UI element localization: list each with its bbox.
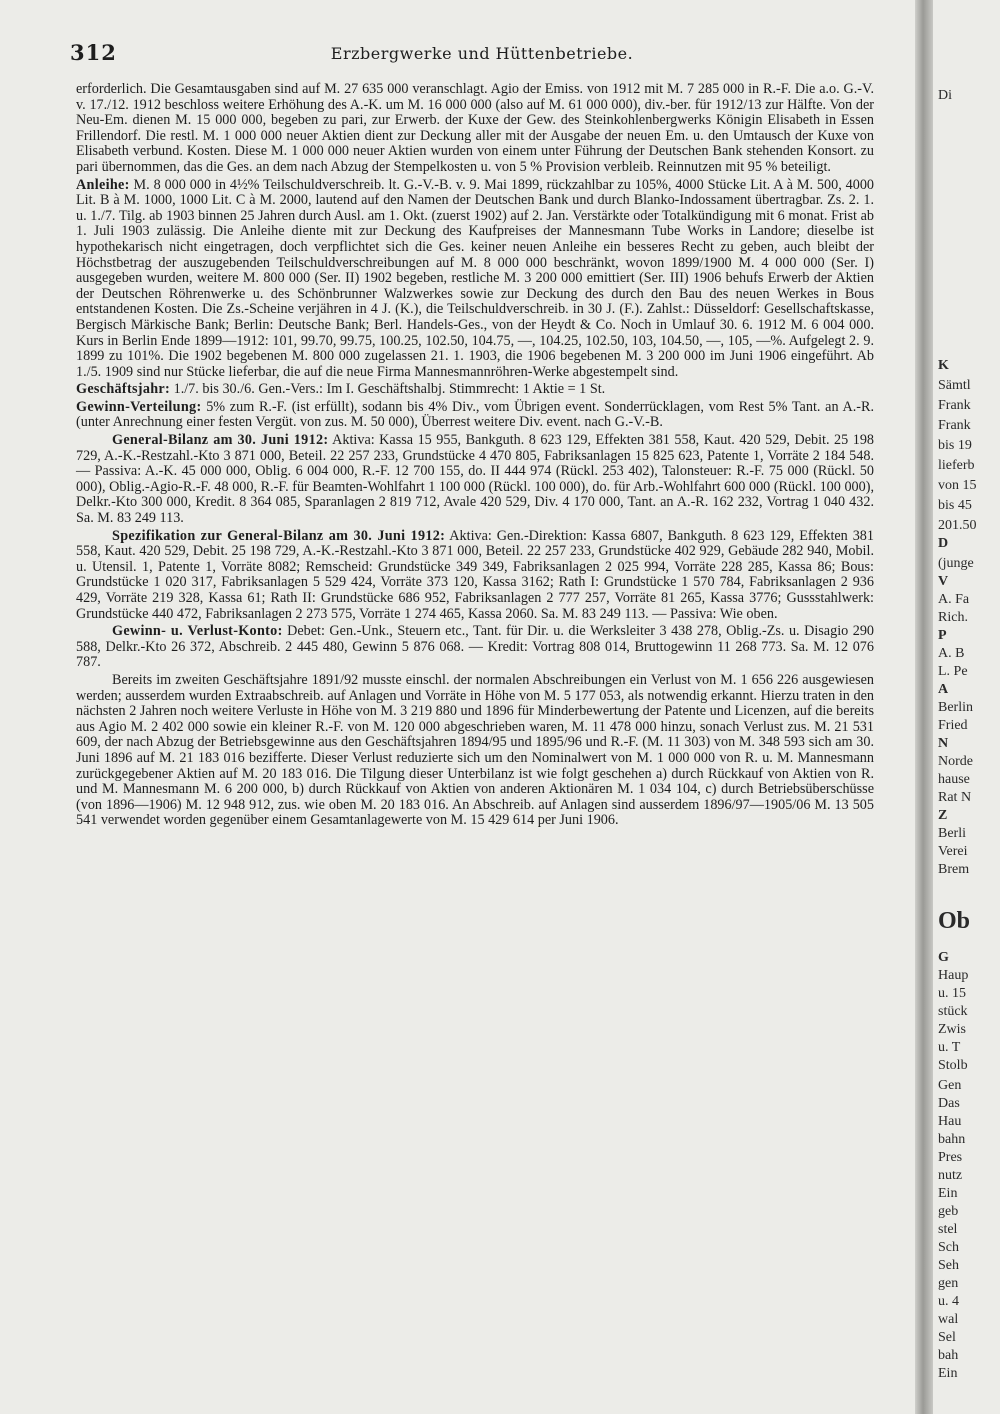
paragraph-text: erforderlich. Die Gesamtausgaben sind auf M. 27 635 000 veranschlagt. Agio der Emiss. von 1912 mit M. 7 285 000 in R.-F. Die a.o. G.-V. v. 17./12. 1912 beschloss weitere Erhöhung des A.-K. um M. 16 000 000 (also auf M. 61 000 000), div.-ber. für 1912/13 zur Hälfte. Von der Neu-Em. dienen M. 15 000 000, begeben zu pari, zur Erwerb. der Kuxe der Gew. des Steinkohlenbergwerks Königin Elisabeth in Essen Frillendorf. Die restl. M. 1 000 000 neuer Aktien dient zur Deckung aller mit der Ausgabe der neuen Em. u. den Umtausch der Kuxe von Elisabeth verbund. Kosten. Diese M. 1 000 000 neuer Aktien wurden von einem unter Führung der Deutschen Bank stehenden Konsort. zu pari übernommen, das die Ges. an dem nach Abzug der Stempelkosten u. von 5 % Provision verbleib. Reinnutzen mit 95 % beteiligt.	[76, 81, 874, 175]
adjacent-page-text: Rat N	[938, 790, 972, 805]
left-page	[62, 40, 902, 1410]
adjacent-page-text: Brem	[938, 862, 970, 877]
paragraph-text: Debet: Gen.-Unk., Steuern etc., Tant. für Dir. u. die Werksleiter 3 438 278, Oblig.-Zs. u. Disagio 290 588, Delkr.-Kto 26 372, Abschreib. 2 445 480, Gewinn 5 876 068. — Kredit: Vortrag 808 014, Bruttogewinn 11 268 773. Sa. M. 12 076 787.	[76, 623, 875, 671]
section-label: Spezifikation zur General-Bilanz am 30. Juni 1912:	[112, 527, 446, 544]
adjacent-page-text: Ein	[938, 1366, 958, 1381]
paragraph-text: M. 8 000 000 in 4½% Teilschuldverschreib. lt. G.-V.-B. v. 9. Mai 1899, rückzahlbar zu 105%, 4000 Stücke Lit. A à M. 500, 4000 Lit. B à M. 1000, 1000 Lit. C à M. 2000, lautend auf den Namen der Deutschen Bank und durch Blanko-Indossament übertragbar. Zs. 2. 1. u. 1./7. Tilg. ab 1903 binnen 25 Jahren durch Ausl. am 1. Okt. (zuerst 1902) auf 2. Jan. Verstärkte oder Totalkündigung mit 6 monat. Frist ab 1. Juli 1903 zulässig. Die Anleihe diente mit zur Deckung des Kaufpreises der Mannesmann Tube Works in Landore; dieselbe ist hypothekarisch nicht eingetragen, doch verpflichtet sich die Ges. keiner neuen Anleihe ein besseres Recht zu geben, auch bleibt der Höchstbetrag der auszugebenden Teilschuldverschreibungen auf M. 8 000 000 beschränkt, wovon 1899/1900 M. 4 000 000 (Ser. I) ausgegeben wurden, weitere M. 800 000 (Ser. II) 1902 begeben, restliche M. 3 200 000 emittiert (Ser. III) 1906 behufs Erwerb der Aktien der Deutschen Röhrenwerke u. des Schönbrunner Walzwerkes sowie zur Deckung des durch den Bau des neuen Werkes in Bous entstandenen Kosten. Die Zs.-Scheine verjähren in 4 J. (K.), die Teilschuldverschreib. in 30 J. (F.). Zahlst.: Düsseldorf: Gesellschaftskasse, Bergisch Märkische Bank; Berlin: Deutsche Bank; Berl. Handels-Ges., von der Heydt & Co. Noch in Umlauf 30. 6. 1912 M. 6 004 000. Kurs in Berlin Ende 1899—1912: 101, 99.70, 99.75, 100.25, 102.50, 104.75, —, 104.25, 102.50, 103, 104.50, —, 105, —%. Aufgelegt 2. 9. 1899 zu 101%. Die 1902 begebenen M. 800 000 zugelassen 21. 1. 1903, die 1906 begebenen M. 3 200 000 im Juni 1906 eingeführt. Ab 1./5. 1909 sind nur Stücke lieferbar, die auf die neue Firma Mannesmannröhren-Werke abgestempelt sind.	[76, 176, 875, 380]
paragraph-balance-sheet	[76, 433, 874, 527]
adjacent-page-text: Verei	[938, 844, 968, 859]
adjacent-page-text: bahn	[938, 1132, 966, 1147]
adjacent-page-text: Frank	[938, 398, 971, 413]
adjacent-page-text: Berli	[938, 826, 966, 841]
adjacent-page-text: nutz	[938, 1168, 963, 1183]
adjacent-page-text: Z	[938, 808, 948, 823]
adjacent-page-text: D	[938, 536, 949, 551]
adjacent-page-text: Fried	[938, 718, 968, 733]
adjacent-page-text: Pres	[938, 1150, 963, 1165]
adjacent-page-text: 201.50	[938, 518, 977, 533]
adjacent-page-text: Das	[938, 1096, 960, 1111]
section-label: Gewinn- u. Verlust-Konto:	[112, 623, 283, 640]
paragraph-profit-loss	[76, 624, 874, 671]
adjacent-page-text: Haup	[938, 968, 969, 983]
book-gutter	[915, 0, 933, 1414]
paragraph-text: Aktiva: Gen.-Direktion: Kassa 6807, Bankguth. 8 623 129, Effekten 381 558, Kaut. 420 529, Debit. 25 198 729, A.-K.-Restzahl.-Kto 3 871 000, Beteil. 22 257 233, Grundstücke 402 929, Gebäude 282 940, Mobil. u. Utensil. 1, Patente 1, Vorräte 8082; Remscheid: Grundstücke 349 349, Fabriksanlagen 2 025 994, Vorräte 228 285, Kassa 86; Bous: Grundstücke 1 020 317, Fabriksanlagen 5 529 424, Vorräte 373 120, Kassa 3162; Rath I: Grundstücke 1 570 784, Fabriksanlagen 2 936 429, Vorräte 219 328, Kassa 61; Rath II: Grundstücke 686 952, Fabriksanlagen 2 777 257, Vorräte 81 265, Kassa 3776; Gussstahlwerk: Grundstücke 440 472, Fabriksanlagen 2 273 575, Vorräte 1 274 465, Kassa 2060. Sa. M. 83 249 113. — Passiva: Wie oben.	[76, 527, 874, 622]
adjacent-page-text: gen	[938, 1276, 959, 1291]
adjacent-page-text: Zwis	[938, 1022, 966, 1037]
adjacent-page-text: A. Fa	[938, 592, 970, 607]
adjacent-page-text: Hau	[938, 1114, 962, 1129]
paragraph-text: 1./7. bis 30./6. Gen.-Vers.: Im I. Geschäftshalbj. Stimmrecht: 1 Aktie = 1 St.	[173, 381, 606, 398]
article-body	[62, 82, 902, 829]
adjacent-page-text: Di	[938, 88, 952, 103]
adjacent-page-text: V	[938, 574, 949, 589]
adjacent-page-text: Rich.	[938, 610, 968, 625]
running-title: Erzbergwerke und Hüttenbetriebe.	[330, 44, 634, 63]
adjacent-page-text: L. Pe	[938, 664, 968, 679]
adjacent-page-text: u. T	[938, 1040, 961, 1055]
section-label: Anleihe:	[76, 176, 130, 193]
adjacent-page-text: geb	[938, 1204, 959, 1219]
adjacent-page-text: Sämtl	[938, 378, 971, 393]
paragraph-losses-history	[76, 673, 874, 829]
adjacent-page-text: Ob	[938, 908, 971, 934]
adjacent-page-text: Gen	[938, 1078, 962, 1093]
adjacent-page-text: Frank	[938, 418, 971, 433]
adjacent-page-text: K	[938, 358, 949, 373]
adjacent-page-text: G	[938, 950, 949, 965]
section-label: Geschäftsjahr:	[76, 381, 171, 398]
adjacent-page-text: bis 19	[938, 438, 972, 453]
adjacent-page-text: hause	[938, 772, 970, 787]
adjacent-page-text: u. 15	[938, 986, 966, 1001]
paragraph-profit-distribution	[76, 400, 874, 431]
paragraph-text: Bereits im zweiten Geschäftsjahre 1891/92 musste einschl. der normalen Abschreibungen ein Verlust von M. 1 656 226 ausgewiesen werden; ausserdem wurden Extraabschreib. auf Anlagen und Vorräte in Höhe von M. 5 177 053, als notwendig erkannt. Hierzu traten in den nächsten 2 Jahren noch weitere Verluste in Höhe von M. 3 219 880 und 1896 für Minderbewertung der Patente und Licenzen, auf die bereits aus Agio M. 2 402 000 sowie ein kleiner R.-F. von M. 120 000 abgeschrieben waren, M. 11 478 000 hinzu, sonach Verlust zus. M. 21 531 609, der nach Abzug der Betriebsgewinne aus den Geschäftsjahren 1894/95 und 1895/96 und R.-F. (M. 11 303) von M. 348 593 sich am 30. Juni 1896 auf M. 21 183 016 bezifferte. Dieser Verlust reduzierte sich um den Nominalwert von M. 1 000 000 von R. u. M. Mannesmann zurückgegebener Aktien auf M. 20 183 016. Die Tilgung dieser Unterbilanz ist wie folgt geschehen a) durch Rückkauf von Aktien von R. und M. Mannesmann M. 6 200 000, b) durch Rückkauf von Aktien von anderen Aktionären M. 1 034 104, c) durch Betriebsüberschüsse (von 1896—1906) M. 12 948 912, zus. wie oben M. 20 183 016. An Abschreib. auf Anlagen sind ausserdem 1896/97—1905/06 M. 13 505 541 verwendet worden gegenüber einem Gesamtanlagewerte von M. 15 429 614 per Juni 1906.	[76, 671, 874, 829]
adjacent-page-text: Ein	[938, 1186, 958, 1201]
paragraph-text: Aktiva: Kassa 15 955, Bankguth. 8 623 129, Effekten 381 558, Kaut. 420 529, Debit. 25 198 729, A.-K.-Restzahl.-Kto 3 871 000, Beteil. 22 257 233, Grundstücke 4 470 805, Fabriksanlagen 15 825 623, Patente 1, Vorräte 2 184 548. — Passiva: A.-K. 45 000 000, Oblig. 6 004 000, R.-F. 12 700 155, do. II 444 974 (Rückl. 253 402), Talonsteuer: R.-F. 75 000 (Rückl. 50 000), Oblig.-Agio-R.-F. 48 000, R.-F. für Beamten-Wohlfahrt 1 100 000 (Rückl. 100 000), do. für Arb.-Wohlfahrt 600 000 (Rückl. 100 000), Delkr.-Kto 300 000, Kredit. 8 364 085, Sparanlagen 2 819 712, Avale 420 529, Div. 4 170 000, Tant. an A.-R. 162 232, Vortrag 1 040 432. Sa. M. 83 249 113.	[76, 432, 875, 527]
adjacent-page-text: A	[938, 682, 949, 697]
adjacent-page-text: A. B	[938, 646, 965, 661]
adjacent-page-text: lieferb	[938, 458, 975, 473]
adjacent-page-text: Stolb	[938, 1058, 968, 1073]
adjacent-page-text: Sch	[938, 1240, 959, 1255]
adjacent-page-text: P	[938, 628, 947, 643]
paragraph-bond	[76, 178, 874, 381]
paragraph-balance-specification	[76, 529, 874, 623]
adjacent-page-text: (junge	[938, 556, 974, 571]
adjacent-page-text: Berlin	[938, 700, 973, 715]
section-label: Gewinn-Verteilung:	[76, 398, 202, 415]
adjacent-page-text: Norde	[938, 754, 973, 769]
paragraph-text: 5% zum R.-F. (ist erfüllt), sodann bis 4% Div., vom Übrigen event. Sonderrücklagen, vom Rest 5% Tant. an A.-R. (unter Anrechnung einer festen Vergüt. von zus. M. 50 000), Überrest weitere Div. event. nach G.-V.-B.	[76, 398, 874, 431]
paragraph-fiscal-year	[76, 382, 874, 398]
section-label: General-Bilanz am 30. Juni 1912:	[112, 432, 329, 449]
adjacent-page-text: u. 4	[938, 1294, 959, 1309]
adjacent-page-text: N	[938, 736, 949, 751]
adjacent-page-text: wal	[938, 1312, 959, 1327]
adjacent-page-text: Seh	[938, 1258, 959, 1273]
adjacent-page-text: stück	[938, 1004, 968, 1019]
running-header	[62, 40, 902, 66]
adjacent-page-text: von 15	[938, 478, 977, 493]
paragraph-capital-increase	[76, 82, 874, 176]
adjacent-page-text: bis 45	[938, 498, 972, 513]
adjacent-page-text: stel	[938, 1222, 958, 1237]
adjacent-page-text: Sel	[938, 1330, 956, 1345]
page-number: 312	[70, 40, 117, 65]
adjacent-page-fragment	[938, 88, 1000, 1414]
adjacent-page-text: bah	[938, 1348, 959, 1363]
